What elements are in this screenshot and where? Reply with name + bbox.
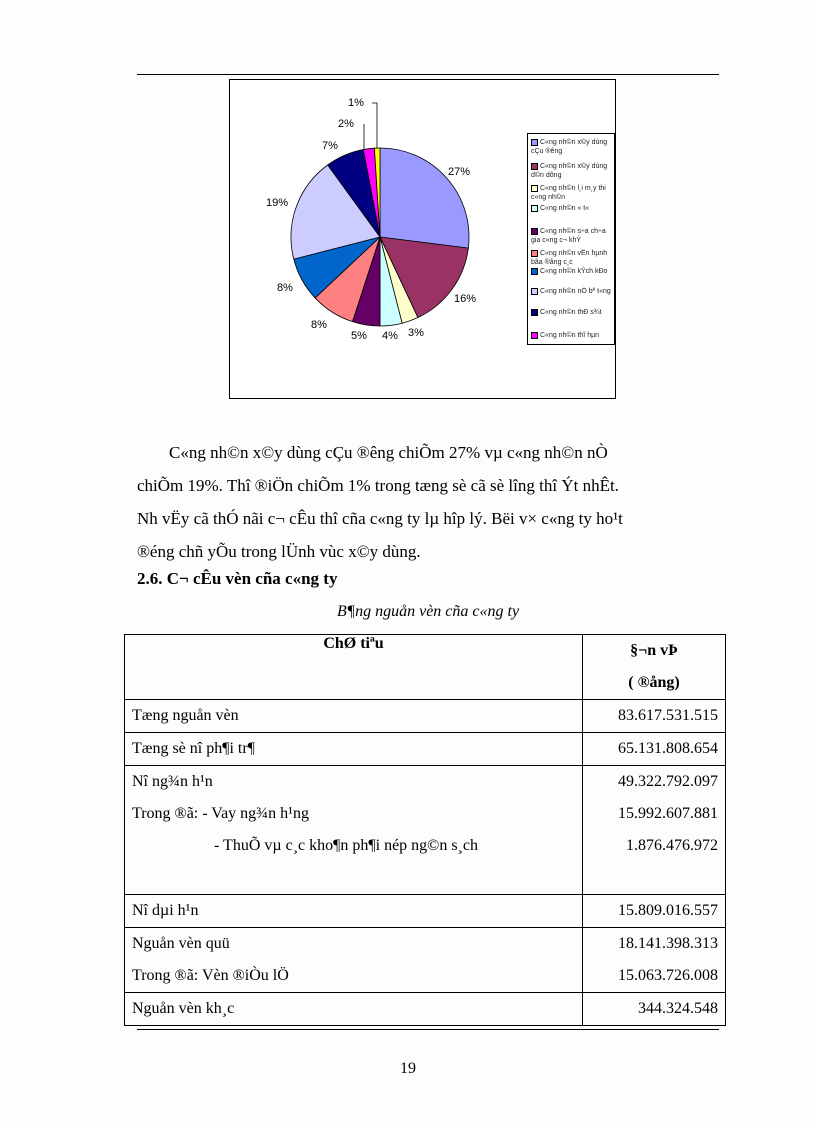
paragraph-line: ®éng chñ yÕu trong lÜnh vùc x©y dùng. <box>137 542 421 561</box>
legend-entry <box>531 308 613 317</box>
legend-swatch <box>531 139 538 146</box>
table-row <box>125 766 726 895</box>
table-header-row <box>125 635 726 700</box>
row-label-cell <box>125 700 583 733</box>
legend-label: C«ng nh©n thÐ s¾t <box>540 309 602 316</box>
header-item-cell <box>125 635 583 700</box>
pie-data-label: 8% <box>277 282 293 294</box>
legend-swatch <box>531 228 538 235</box>
legend-entry <box>531 331 613 340</box>
legend-entry <box>531 267 613 276</box>
row-value-cell <box>583 993 726 1026</box>
legend-label: C«ng nh©n thî hµn <box>540 332 600 339</box>
legend-label: C«ng nh©n vËn hµnh bãa ®ång c¸c <box>531 250 608 266</box>
legend-entry <box>531 162 613 180</box>
pie-chart-frame <box>229 79 616 399</box>
row-label-cell <box>125 733 583 766</box>
row-label-cell <box>125 895 583 928</box>
pie-data-label: 1% <box>348 97 364 109</box>
leader-line <box>372 103 377 148</box>
row-sublabel: Trong ®ã: - Vay ng¾n h¹ng <box>132 805 309 822</box>
row-value-cell <box>583 928 726 993</box>
table-row <box>125 993 726 1026</box>
header-rule <box>137 74 719 75</box>
legend-entry <box>531 227 613 245</box>
table-row <box>125 733 726 766</box>
pie-data-label: 8% <box>311 319 327 331</box>
row-label: Tæng nguån vèn <box>132 707 239 724</box>
legend-swatch <box>531 185 538 192</box>
pie-data-label: 3% <box>408 327 424 339</box>
pie-data-label: 7% <box>322 140 338 152</box>
row-value: 83.617.531.515 <box>618 707 718 724</box>
legend-swatch <box>531 288 538 295</box>
table-row <box>125 700 726 733</box>
header-unit-line-1: §¬n vÞ <box>630 642 678 659</box>
row-value: 15.809.016.557 <box>618 902 718 919</box>
row-value-cell <box>583 733 726 766</box>
legend-label: C«ng nh©n s÷a ch÷a gia c«ng c¬ khÝ <box>531 228 606 244</box>
pie-data-label: 16% <box>453 293 477 305</box>
page-number: 19 <box>400 1060 416 1077</box>
pie-data-label: 19% <box>265 197 289 209</box>
legend-label: C«ng nh©n nÒ bª t«ng <box>540 288 611 295</box>
legend-swatch <box>531 268 538 275</box>
capital-sources-table <box>124 634 726 1026</box>
row-label: Tæng sè nî ph¶i tr¶ <box>132 740 255 757</box>
table-caption: B¶ng nguån vèn cña c«ng ty <box>336 603 520 620</box>
pie-data-label: 2% <box>338 118 354 130</box>
legend-label: C«ng nh©n « t« <box>540 205 590 212</box>
paragraph-line: C«ng nh©n x©y dùng cÇu ®êng chiÕm 27% vµ c«ng nh©n nÒ <box>169 443 608 462</box>
row-label: Nî dµi h¹n <box>132 902 199 919</box>
row-subvalue: 1.876.476.972 <box>626 837 718 854</box>
header-item-label: ChØ tiªu <box>323 635 384 652</box>
legend-swatch <box>531 163 538 170</box>
row-subvalue: 15.063.726.008 <box>618 967 718 984</box>
legend-label: C«ng nh©n kÝch kÐo <box>540 268 608 275</box>
legend-label: C«ng nh©n x©y dùng cÇu ®êng <box>531 139 608 155</box>
row-value-cell <box>583 700 726 733</box>
legend-entry <box>531 204 613 213</box>
row-value: 49.322.792.097 <box>618 773 718 790</box>
section-heading: 2.6. C¬ cÊu vèn cña c«ng ty <box>137 569 338 588</box>
row-label-cell <box>125 928 583 993</box>
row-label: Nguån vèn quü <box>132 935 230 952</box>
pie-data-label: 5% <box>351 330 367 342</box>
table-row <box>125 928 726 993</box>
legend-entry <box>531 184 613 202</box>
body-paragraph <box>137 436 719 568</box>
legend-swatch <box>531 205 538 212</box>
row-value: 344.324.548 <box>638 1000 718 1017</box>
row-label: Nî ng¾n h¹n <box>132 773 213 790</box>
header-unit-line-2: ( ®ång) <box>628 674 680 691</box>
legend-swatch <box>531 309 538 316</box>
pie-data-label: 4% <box>382 330 398 342</box>
paragraph-line: Nh vËy cã thÓ nãi c¬ cÊu thî cña c«ng ty lµ hîp lý. Bëi v× c«ng ty ho¹t <box>137 509 623 528</box>
row-value-cell <box>583 895 726 928</box>
paragraph-line: chiÕm 19%. Thî ®iÖn chiÕm 1% trong tæng sè cã sè lîng thî Ýt nhÊt. <box>137 476 619 495</box>
row-sublabel: - ThuÕ vµ c¸c kho¶n ph¶i nép ng©n s¸ch <box>214 837 478 854</box>
row-label-cell <box>125 993 583 1026</box>
legend-entry <box>531 287 613 296</box>
header-unit-cell <box>583 635 726 700</box>
legend-label: C«ng nh©n x©y dùng d©n dông <box>531 163 608 179</box>
row-value: 18.141.398.313 <box>618 935 718 952</box>
row-label-cell <box>125 766 583 895</box>
legend-entry <box>531 249 613 267</box>
chart-legend <box>527 133 615 345</box>
footer-rule <box>137 1029 719 1030</box>
legend-entry <box>531 138 613 156</box>
row-value-cell <box>583 766 726 895</box>
table-row <box>125 895 726 928</box>
pie-data-label: 27% <box>447 166 471 178</box>
pie-slice <box>380 148 469 248</box>
legend-swatch <box>531 332 538 339</box>
legend-label: C«ng nh©n l¸i m¸y thi c«ng nh©n <box>531 185 606 201</box>
legend-swatch <box>531 250 538 257</box>
row-sublabel: Trong ®ã: Vèn ®iÒu lÖ <box>132 967 289 984</box>
row-value: 65.131.808.654 <box>618 740 718 757</box>
row-subvalue: 15.992.607.881 <box>618 805 718 822</box>
row-label: Nguån vèn kh¸c <box>132 1000 235 1017</box>
